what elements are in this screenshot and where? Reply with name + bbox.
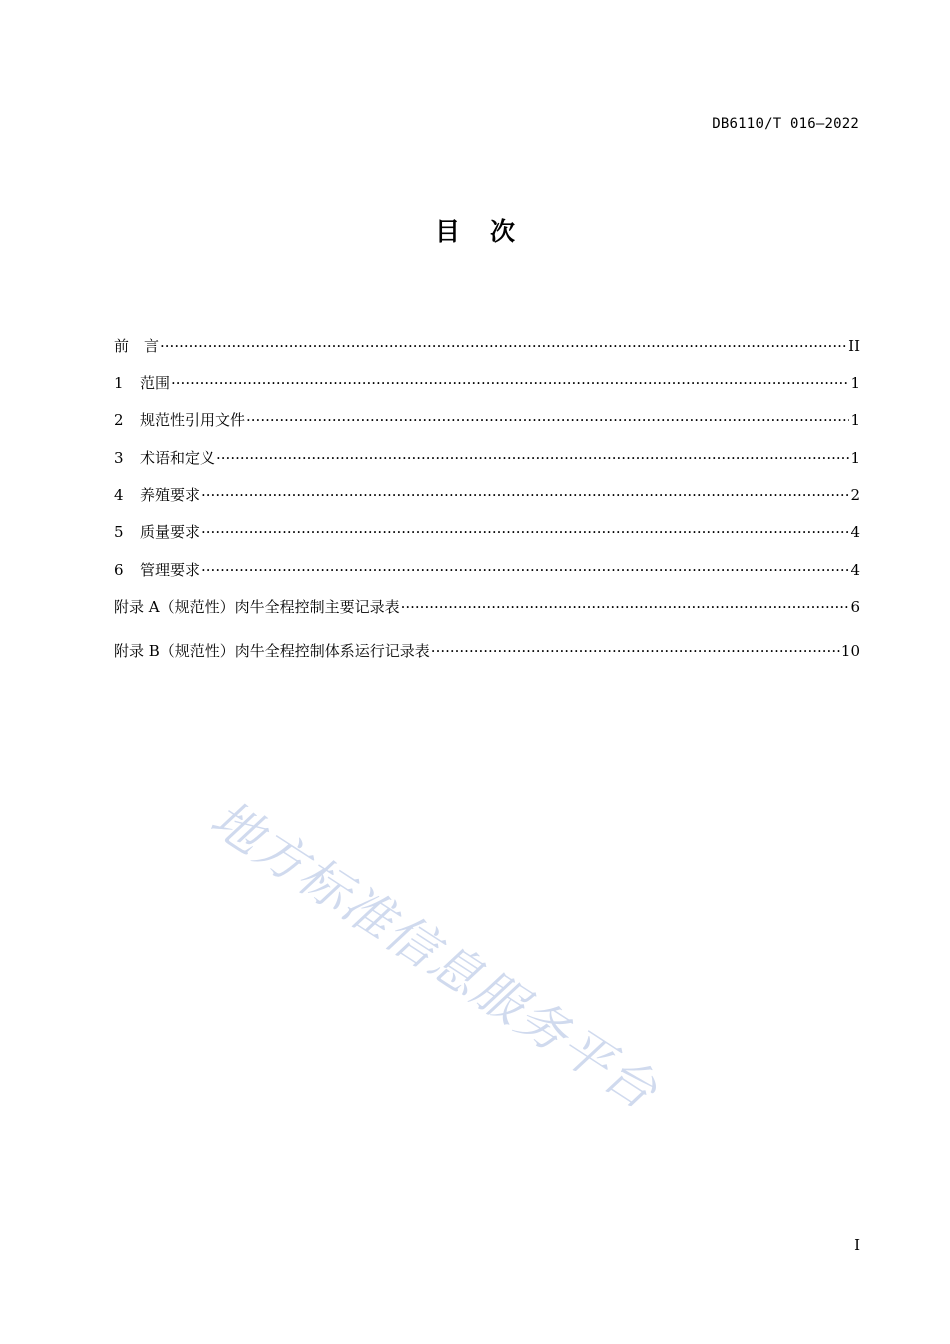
toc-entry-label: 术语和定义 [140,449,216,467]
toc-entry-page: 1 [850,411,860,429]
toc-entry-number: 4 [114,486,124,504]
toc-entry-scope[interactable] [114,373,860,393]
toc-leader-dots [201,522,849,542]
toc-entry-label: 质量要求 [140,523,201,541]
toc-entry-label: 养殖要求 [140,486,201,504]
toc-leader-dots [216,448,849,468]
toc-leader-dots [171,373,849,393]
toc-entry-label: 附录 B（规范性）肉牛全程控制体系运行记录表 [114,642,430,660]
toc-entry-label: 前 言 [114,337,160,355]
toc-entry-normative-references[interactable] [114,410,860,430]
toc-entry-page: 6 [850,598,860,616]
toc-entry-number: 6 [114,561,124,579]
toc-entry-management-requirements[interactable] [114,560,860,580]
toc-entry-foreword[interactable] [114,336,860,356]
watermark: 地方标准信息服务平台 [200,789,669,1122]
toc-entry-label: 附录 A（规范性）肉牛全程控制主要记录表 [114,598,400,616]
toc-leader-dots [201,485,849,505]
toc-entry-quality-requirements[interactable] [114,522,860,542]
toc-entry-breeding-requirements[interactable] [114,485,860,505]
toc-entry-terms-definitions[interactable] [114,448,860,468]
toc-leader-dots [431,641,840,661]
toc-leader-dots [160,336,847,356]
toc-entry-page: 2 [850,486,860,504]
toc-leader-dots [246,410,849,430]
toc-leader-dots [401,597,850,617]
toc-entry-appendix-b[interactable] [114,641,860,661]
toc-entry-number: 2 [114,411,124,429]
toc-entry-number: 3 [114,449,124,467]
toc-entry-page: 4 [850,561,860,579]
document-code: DB6110/T 016—2022 [712,116,859,132]
toc-entry-label: 管理要求 [140,561,201,579]
toc-entry-page: 1 [850,374,860,392]
toc-entry-page: 4 [850,523,860,541]
page-title: 目次 [434,217,545,246]
toc-entry-label: 规范性引用文件 [140,411,246,429]
toc-entry-page: II [848,337,860,355]
toc-entry-appendix-a[interactable] [114,597,860,617]
toc-entry-number: 5 [114,523,124,541]
toc-entry-page: 10 [840,642,860,660]
toc-entry-number: 1 [114,374,124,392]
toc-entry-label: 范围 [140,374,171,392]
toc-entry-page: 1 [850,449,860,467]
page-number: I [854,1236,860,1254]
toc-leader-dots [201,560,849,580]
table-of-contents [114,336,860,661]
